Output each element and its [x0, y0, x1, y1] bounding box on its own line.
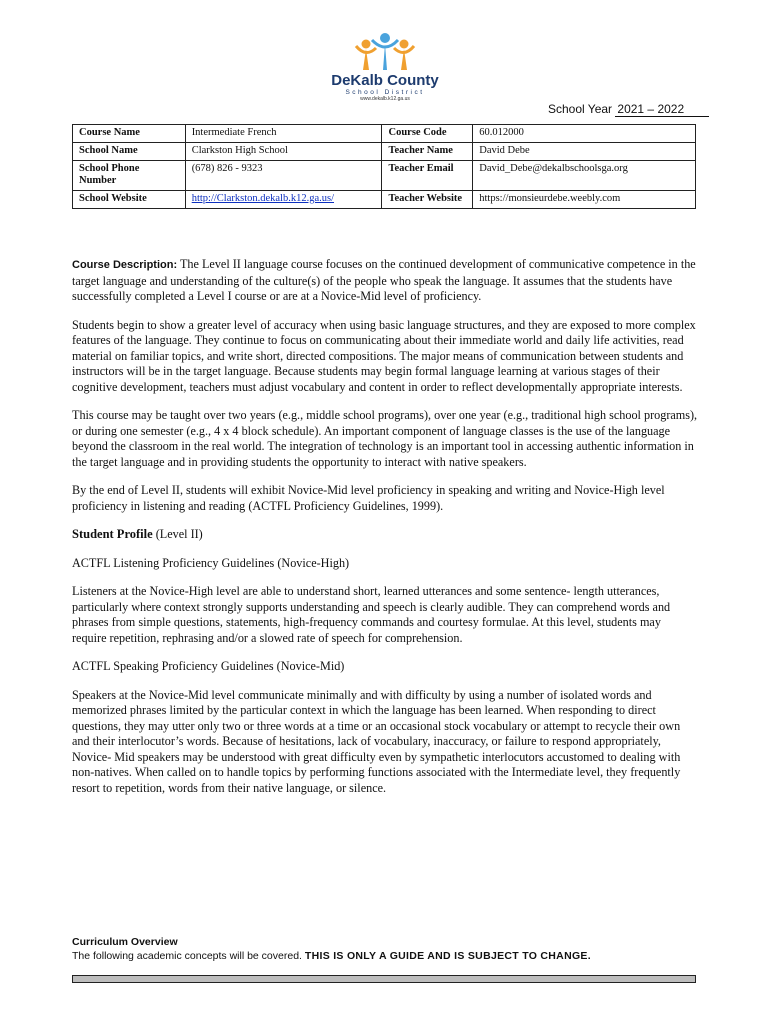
course-code-value: 60.012000 — [473, 125, 696, 143]
district-subtitle: School District — [345, 89, 425, 96]
district-name: DeKalb County — [331, 72, 439, 89]
table-row — [73, 143, 696, 161]
school-year-label: School Year — [548, 102, 613, 116]
table-row — [73, 161, 696, 191]
school-year-value: 2021 – 2022 — [615, 102, 709, 117]
paragraph: Students begin to show a greater level of accuracy when using basic language structures, and they are exposed to more complex features of the language. They continue to focus on communicating about their immediate world and daily life activities, read material on familiar topics, and write short, directed compositions. The major means of communication between students and instructors will be in the target language. Because students may begin formal language learning at various stages of their cognitive development, teachers must adjust vocabulary and content in order to reflect developmentally appropriate interests. — [72, 317, 696, 394]
course-name-value: Intermediate French — [185, 125, 382, 143]
curriculum-overview-intro-line — [72, 949, 712, 963]
teacher-name-label: Teacher Name — [382, 143, 473, 161]
school-phone-value: (678) 826 - 9323 — [185, 161, 382, 191]
document-body — [72, 257, 698, 809]
school-name-value: Clarkston High School — [185, 143, 382, 161]
school-website-link[interactable]: http://Clarkston.dekalb.k12.ga.us/ — [191, 193, 335, 204]
teacher-email-value: David_Debe@dekalbschoolsga.org — [473, 161, 696, 191]
curriculum-overview-intro: The following academic concepts will be covered. — [72, 950, 305, 962]
table-row — [73, 191, 696, 209]
listening-paragraph: Listeners at the Novice-High level are able to understand short, learned utterances and some sentence- length utterances, particularly where context strongly supports understanding and speech is clearly audible. They can comprehend words and phrases from simple questions, statements, high-frequency commands and courtesy formulae. At this level, students may require repetition, rephrasing and/or a slowed rate of speech for comprehension. — [72, 584, 671, 645]
school-website-label: School Website — [73, 191, 186, 209]
teacher-name-value: David Debe — [473, 143, 696, 161]
speaking-paragraph: Speakers at the Novice-Mid level communicate minimally and with difficulty by using a number of isolated words and memorized phrases limited by the particular context in which the language has been learned. When responding to direct questions, they may utter only two or three words at a time or an occasional stock vocabulary or attempt to recycle their own and their interlocutor’s words. Because of hesitations, lack of vocabulary, inaccuracy, or failure to respond appropriately, Novice- Mid speakers may be understood with great difficulty even by sympathetic interlocutors accustomed to dealing with non-natives. When called on to handle topics by performing functions associated with the Intermediate level, they frequently resort to repetition, words from their native language, or silence. — [72, 687, 681, 795]
course-description-paragraph — [72, 257, 698, 305]
student-profile-title: Student Profile — [72, 527, 153, 541]
school-phone-label: School Phone Number — [73, 161, 186, 191]
people-emblem-icon — [350, 32, 420, 72]
district-logo — [290, 32, 480, 120]
paragraph: By the end of Level II, students will exhibit Novice-Mid level proficiency in speaking and writing and Novice-High level proficiency in listening and reading (ACTFL Proficiency Guidelines, 1999). — [72, 483, 665, 513]
curriculum-overview-title: Curriculum Overview — [72, 936, 178, 948]
table-row — [73, 125, 696, 143]
school-website-cell — [185, 191, 382, 209]
student-profile-heading — [72, 527, 698, 543]
student-profile-level: (Level II) — [152, 527, 203, 541]
listening-heading: ACTFL Listening Proficiency Guidelines (Novice-High) — [72, 555, 350, 570]
table-top-border — [72, 975, 696, 983]
course-name-label: Course Name — [73, 125, 186, 143]
curriculum-overview-notice: THIS IS ONLY A GUIDE AND IS SUBJECT TO CHANGE. — [304, 950, 591, 962]
course-code-label: Course Code — [382, 125, 473, 143]
teacher-website-value: https://monsieurdebe.weebly.com — [473, 191, 696, 209]
curriculum-overview — [72, 935, 712, 963]
course-description-text: The Level II language course focuses on the continued development of communicative competence in the target language and understanding of the culture(s) of the people who speak the language. It assumes that the students have successfully completed a Level I course or are at a Novice-Mid level of proficiency. — [72, 257, 696, 303]
district-url: www.dekalb.k12.ga.us — [360, 96, 410, 102]
teacher-website-label: Teacher Website — [382, 191, 473, 209]
school-name-label: School Name — [73, 143, 186, 161]
course-info-table — [72, 124, 696, 209]
paragraph: This course may be taught over two years (e.g., middle school programs), over one year (e.g., traditional high school programs), or during one semester (e.g., 4 x 4 block schedule). An important component of language classes is the use of the language beyond the classroom in the real world. The integration of technology is an important tool in accessing authentic information in the target language and in providing students the opportunity to interact with native speakers. — [72, 408, 698, 469]
school-year — [548, 102, 709, 117]
teacher-email-label: Teacher Email — [382, 161, 473, 191]
course-description-label: Course Description: — [72, 259, 178, 271]
speaking-heading: ACTFL Speaking Proficiency Guidelines (Novice-Mid) — [72, 659, 345, 673]
